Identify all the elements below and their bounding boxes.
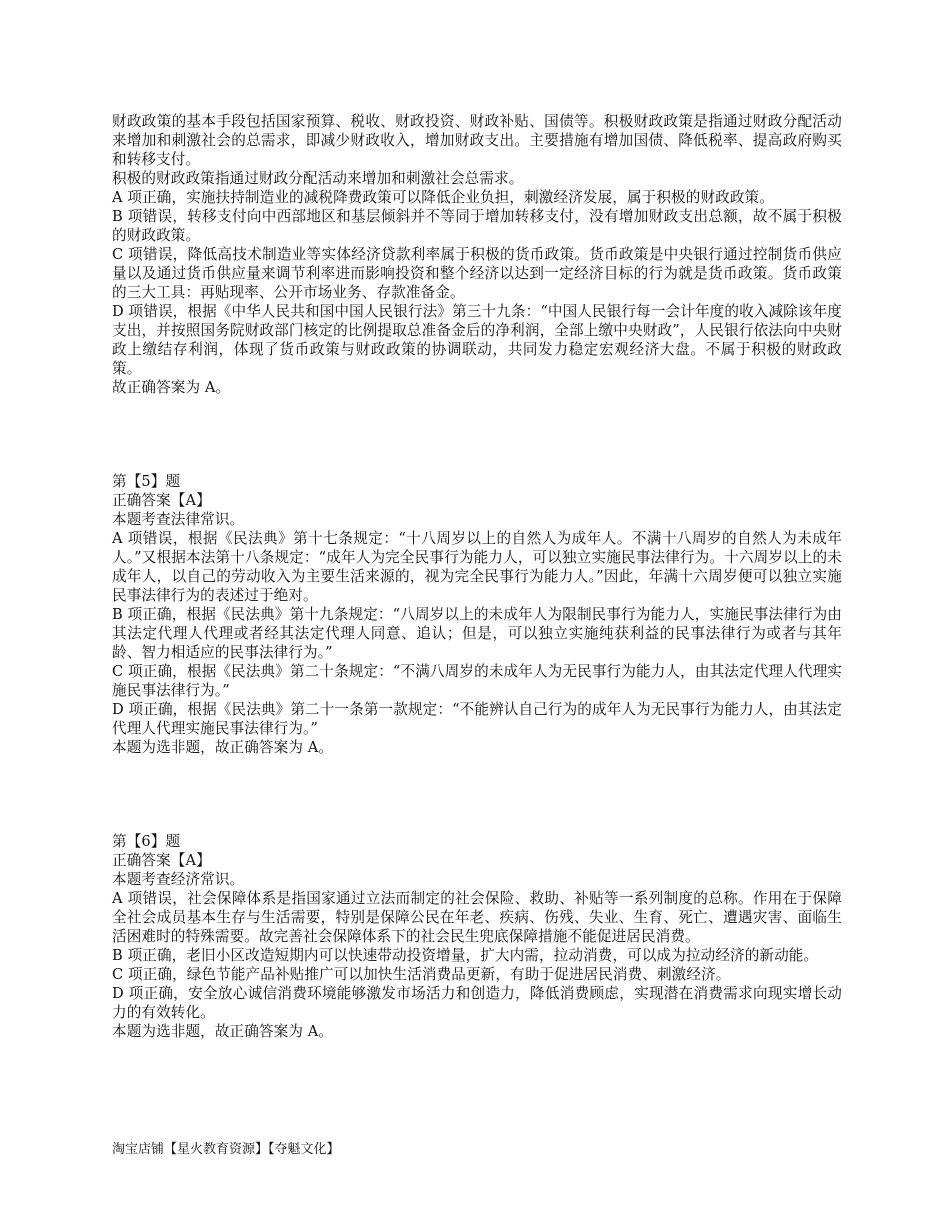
paragraph: 本题为选非题，故正确答案为 A。 bbox=[112, 739, 334, 756]
paragraph: 故正确答案为 A。 bbox=[112, 379, 231, 396]
paragraph: 本题考查经济常识。 bbox=[112, 871, 245, 888]
correct-answer: 正确答案【A】 bbox=[112, 852, 211, 869]
paragraph: A 项正确，实施扶持制造业的减税降费政策可以降低企业负担，刺激经济发展，属于积极的财政政策。 bbox=[112, 189, 774, 206]
paragraph: 积极的财政政策指通过财政分配活动来增加和刺激社会总需求。 bbox=[112, 170, 524, 187]
section-question-5 bbox=[112, 472, 842, 757]
paragraph: 本题考查法律常识。 bbox=[112, 511, 245, 528]
paragraph: 财政政策的基本手段包括国家预算、税收、财政投资、财政补贴、国债等。积极财政政策是指通过财政分配活动来增加和刺激社会的总需求，即减少财政收入，增加财政支出。主要措施有增加国债、降低税率、提高政府购买和转移支付。 bbox=[112, 113, 842, 168]
paragraph: D 项错误，根据《中华人民共和国中国人民银行法》第三十九条：“中国人民银行每一会计年度的收入减除该年度支出，并按照国务院财政部门核定的比例提取总准备金后的净利润，全部上缴中央财政”，人民银行依法向中央财政上缴结存利润，体现了货币政策与财政政策的协调联动，共同发力稳定宏观经济大盘。不属于积极的财政政策。 bbox=[112, 303, 842, 377]
paragraph: D 项正确，安全放心诚信消费环境能够激发市场活力和创造力，降低消费顾虑，实现潜在消费需求向现实增长动力的有效转化。 bbox=[112, 985, 842, 1021]
paragraph: 本题为选非题，故正确答案为 A。 bbox=[112, 1023, 334, 1040]
paragraph: B 项正确，老旧小区改造短期内可以快速带动投资增量，扩大内需，拉动消费，可以成为拉动经济的新动能。 bbox=[112, 947, 819, 964]
footer-shop-notice: 淘宝店铺【星火教育资源】【夺魁文化】 bbox=[112, 1142, 340, 1157]
correct-answer: 正确答案【A】 bbox=[112, 492, 211, 509]
section-fiscal-policy-explanation bbox=[112, 112, 842, 397]
paragraph: B 项错误，转移支付向中西部地区和基层倾斜并不等同于增加转移支付，没有增加财政支出总额，故不属于积极的财政政策。 bbox=[112, 208, 842, 244]
section-question-6 bbox=[112, 832, 842, 1041]
paragraph: B 项正确，根据《民法典》第十九条规定：“八周岁以上的未成年人为限制民事行为能力人，实施民事法律行为由其法定代理人代理或者经其法定代理人同意、追认；但是，可以独立实施纯获利益的民事法律行为或者与其年龄、智力相适应的民事法律行为。” bbox=[112, 606, 842, 661]
paragraph: A 项错误，社会保障体系是指国家通过立法而制定的社会保险、救助、补贴等一系列制度的总称。作用在于保障全社会成员基本生存与生活需要，特别是保障公民在年老、疾病、伤残、失业、生育、死亡、遭遇灾害、面临生活困难时的特殊需要。故完善社会保障体系下的社会民生兜底保障措施不能促进居民消费。 bbox=[112, 890, 842, 945]
question-title: 第【5】题 bbox=[112, 473, 181, 490]
paragraph: C 项正确，根据《民法典》第二十条规定：“不满八周岁的未成年人为无民事行为能力人，由其法定代理人代理实施民事法律行为。” bbox=[112, 663, 842, 699]
paragraph: D 项正确，根据《民法典》第二十一条第一款规定：“不能辨认自己行为的成年人为无民事行为能力人，由其法定代理人代理实施民事法律行为。” bbox=[112, 701, 842, 737]
paragraph: A 项错误，根据《民法典》第十七条规定：“十八周岁以上的自然人为成年人。不满十八周岁的自然人为未成年人。”又根据本法第十八条规定：“成年人为完全民事行为能力人，可以独立实施民事法律行为。十六周岁以上的未成年人，以自己的劳动收入为主要生活来源的，视为完全民事行为能力人。”因此，年满十六周岁便可以独立实施民事法律行为的表述过于绝对。 bbox=[112, 530, 842, 604]
question-title: 第【6】题 bbox=[112, 833, 181, 850]
paragraph: C 项错误，降低高技术制造业等实体经济贷款利率属于积极的货币政策。货币政策是中央银行通过控制货币供应量以及通过货币供应量来调节利率进而影响投资和整个经济以达到一定经济目标的行为就是货币政策。货币政策的三大工具：再贴现率、公开市场业务、存款准备金。 bbox=[112, 246, 842, 301]
paragraph: C 项正确，绿色节能产品补贴推广可以加快生活消费品更新，有助于促进居民消费、刺激经济。 bbox=[112, 966, 731, 983]
